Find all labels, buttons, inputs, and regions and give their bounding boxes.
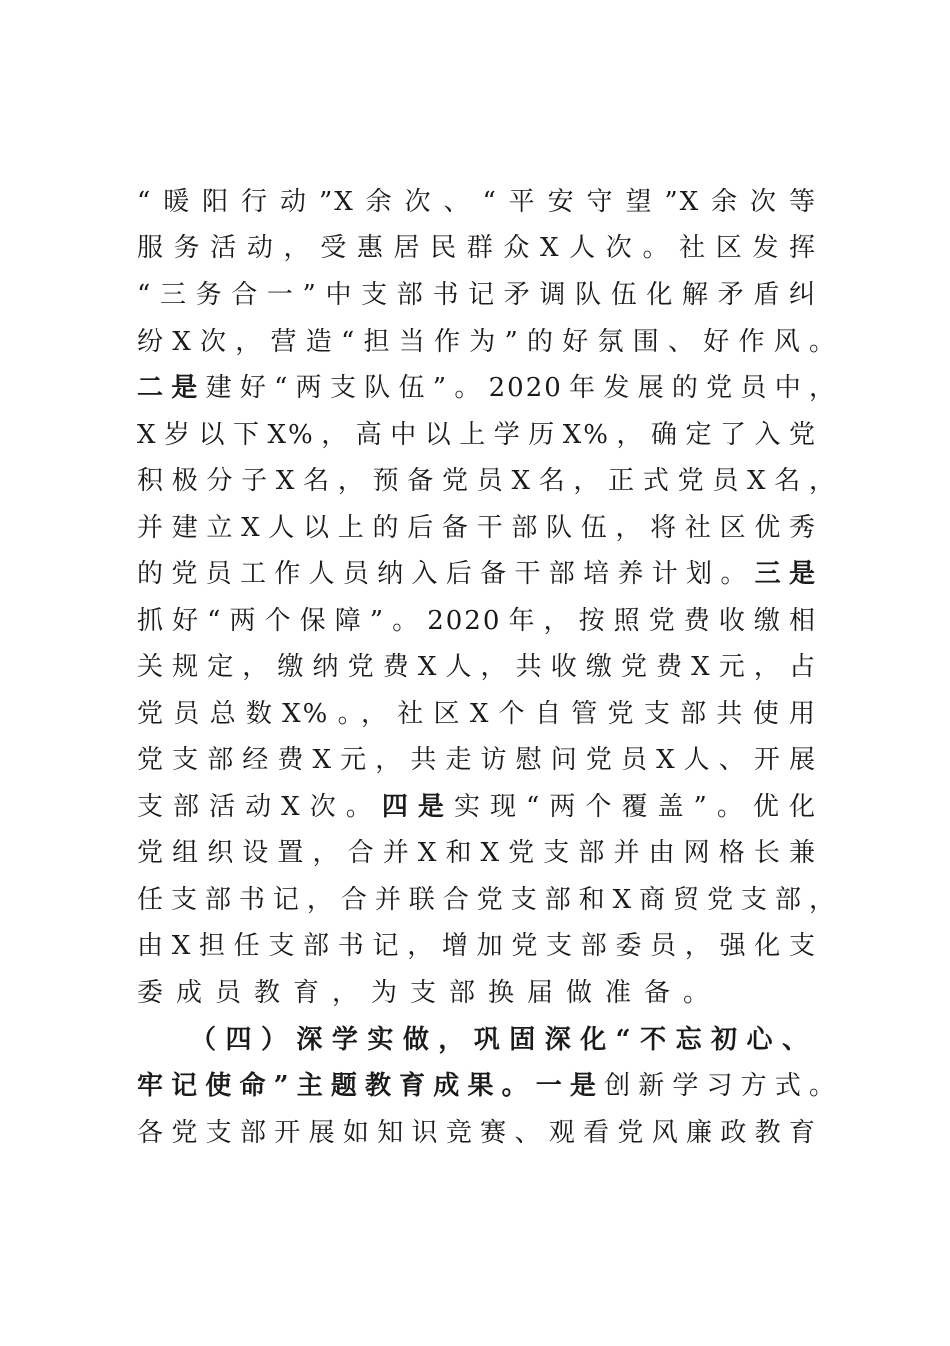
section-heading-continued: 牢记使命”主题教育成果。一是: [137, 1071, 605, 1101]
item-marker-4: 四是: [381, 792, 454, 822]
text-line: 的党员工作人员纳入后备干部培养计划。三是: [137, 559, 817, 589]
text-line: 二是建好“两支队伍”。2020年发展的党员中，: [137, 373, 837, 403]
text-line: 积极分子X名，预备党员X名，正式党员X名，: [137, 466, 837, 496]
item-marker-2: 二是: [137, 373, 206, 403]
text-line: 各党支部开展如知识竞赛、观看党风廉政教育: [137, 1118, 817, 1148]
text-line: 牢记使命”主题教育成果。一是创新学习方式。: [137, 1071, 837, 1101]
text-line: 由X担任支部书记，增加党支部委员，强化支: [137, 931, 817, 961]
text-line: “暖阳行动”X余次、“平安守望”X余次等: [137, 187, 817, 217]
item-marker-3: 三是: [754, 559, 817, 589]
text-line: X岁以下X%，高中以上学历X%，确定了入党: [137, 420, 817, 450]
text-line: 支部活动X次。四是实现“两个覆盖”。优化: [137, 792, 817, 822]
text-line: 抓好“两个保障”。2020年，按照党费收缴相: [137, 606, 817, 636]
text-line: 纷X次，营造“担当作为”的好氛围、好作风。: [137, 327, 837, 357]
text-line: 委成员教育，为支部换届做准备。: [137, 978, 723, 1008]
text-line: 党员总数X%。，社区X个自管党支部共使用: [137, 699, 817, 729]
text-line: 服务活动，受惠居民群众X人次。社区发挥: [137, 233, 817, 263]
text-line: 关规定，缴纳党费X人，共收缴党费X元，占: [137, 652, 817, 682]
text-line: “三务合一”中支部书记矛调队伍化解矛盾纠: [137, 280, 817, 310]
text-line: 并建立X人以上的后备干部队伍，将社区优秀: [137, 513, 817, 543]
text-line: 党支部经费X元，共走访慰问党员X人、开展: [137, 745, 817, 775]
section-heading: （四）深学实做，巩固深化“不忘初心、: [190, 1025, 810, 1055]
text-line: 党组织设置，合并X和X党支部并由网格长兼: [137, 838, 817, 868]
text-line: 任支部书记，合并联合党支部和X商贸党支部，: [137, 885, 837, 915]
